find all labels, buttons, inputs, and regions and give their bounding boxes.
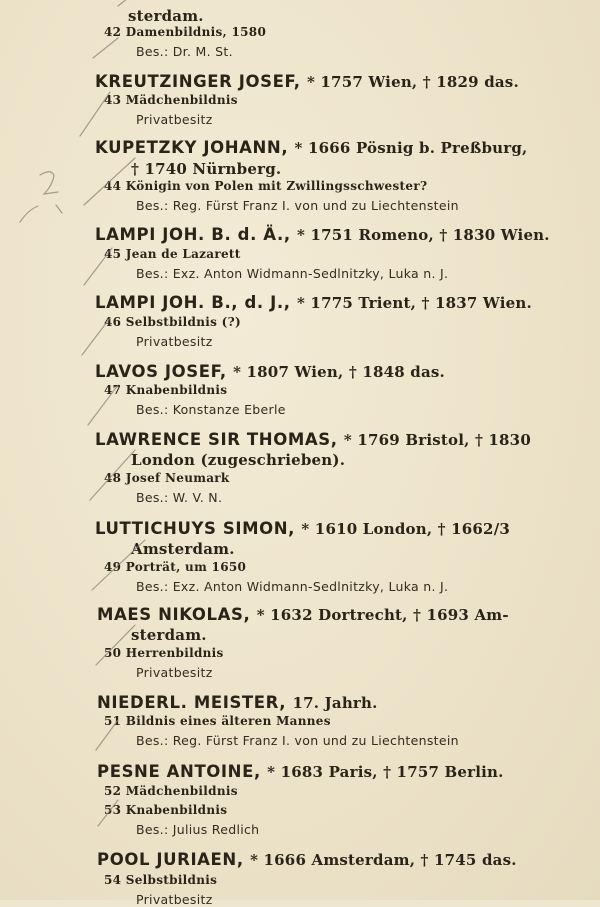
artist-name: PESNE ANTOINE,: [97, 762, 268, 781]
artist-life-dates: * 1610 London, † 1662/3: [301, 520, 511, 538]
artwork-title: 44 Königin von Polen mit Zwillingsschwester?: [104, 179, 428, 193]
artwork-title: 52 Mädchenbildnis: [104, 784, 238, 798]
artist-heading-continuation: sterdam.: [128, 7, 204, 25]
artist-heading-continuation: † 1740 Nürnberg.: [131, 160, 282, 178]
artist-heading: [97, 762, 504, 781]
artist-heading: [95, 430, 531, 449]
owner-line: Bes.: Exz. Anton Widmann-Sedlnitzky, Luka n. J.: [136, 266, 449, 281]
owner-line: Bes.: Konstanze Eberle: [136, 402, 286, 417]
artist-life-dates: * 1683 Paris, † 1757 Berlin.: [267, 763, 504, 781]
owner-line: Privatbesitz: [136, 334, 213, 349]
artist-life-dates: * 1666 Amsterdam, † 1745 das.: [250, 851, 517, 869]
artist-life-dates: * 1751 Romeno, † 1830 Wien.: [297, 226, 550, 244]
artwork-title: 48 Josef Neumark: [104, 471, 230, 485]
artwork-title: 43 Mädchenbildnis: [104, 93, 238, 107]
artist-life-dates: * 1775 Trient, † 1837 Wien.: [296, 294, 532, 312]
artist-name: KREUTZINGER JOSEF,: [95, 72, 307, 91]
owner-line: Bes.: Julius Redlich: [136, 822, 260, 837]
artist-name: KUPETZKY JOHANN,: [95, 138, 295, 157]
artist-heading-continuation: sterdam.: [131, 626, 207, 644]
artist-name: LAMPI JOH. B. d. Ä.,: [95, 225, 298, 244]
owner-line: Bes.: Exz. Anton Widmann-Sedlnitzky, Luka n. J.: [136, 579, 449, 594]
artist-heading: [95, 519, 510, 538]
artist-heading: [97, 693, 378, 712]
artist-life-dates: * 1807 Wien, † 1848 das.: [233, 363, 445, 381]
artist-name: LUTTICHUYS SIMON,: [95, 519, 302, 538]
owner-line: Bes.: Dr. M. St.: [136, 44, 233, 59]
artwork-title: 45 Jean de Lazarett: [104, 247, 241, 261]
owner-line: Bes.: W. V. N.: [136, 490, 223, 505]
artist-heading: [95, 138, 527, 157]
artwork-title: 54 Selbstbildnis: [104, 873, 218, 887]
artist-name: LAWRENCE SIR THOMAS,: [95, 430, 344, 449]
artist-name: POOL JURIAEN,: [97, 850, 251, 869]
artwork-title: 50 Herrenbildnis: [104, 646, 224, 660]
artwork-title: 47 Knabenbildnis: [104, 383, 228, 397]
artist-name: MAES NIKOLAS,: [97, 605, 257, 624]
owner-line: Bes.: Reg. Fürst Franz I. von und zu Liechtenstein: [136, 198, 459, 213]
artist-name: NIEDERL. MEISTER,: [97, 693, 293, 712]
owner-line: Bes.: Reg. Fürst Franz I. von und zu Liechtenstein: [136, 733, 459, 748]
artist-life-dates: * 1769 Bristol, † 1830: [343, 431, 531, 449]
artwork-title: 49 Porträt, um 1650: [104, 560, 247, 574]
artwork-title: 53 Knabenbildnis: [104, 803, 228, 817]
artist-name: LAMPI JOH. B., d. J.,: [95, 293, 297, 312]
artist-heading: [95, 293, 532, 312]
owner-line: Privatbesitz: [136, 892, 213, 907]
artist-heading: [95, 72, 519, 91]
artist-heading-continuation: London (zugeschrieben).: [131, 451, 346, 469]
owner-line: Privatbesitz: [136, 112, 213, 127]
artist-life-dates: * 1632 Dortrecht, † 1693 Am-: [256, 606, 509, 624]
artist-life-dates: 17. Jahrh.: [292, 694, 378, 712]
artist-heading: [97, 850, 517, 869]
artwork-title: 46 Selbstbildnis (?): [104, 315, 241, 329]
artwork-title: 51 Bildnis eines älteren Mannes: [104, 714, 331, 728]
artwork-title: 42 Damenbildnis, 1580: [104, 25, 267, 39]
artist-heading: [95, 225, 550, 244]
artist-life-dates: * 1757 Wien, † 1829 das.: [306, 73, 519, 91]
artist-life-dates: * 1666 Pösnig b. Preßburg,: [294, 139, 528, 157]
artist-name: LAVOS JOSEF,: [95, 362, 234, 381]
artist-heading-continuation: Amsterdam.: [131, 540, 235, 558]
artist-heading: [97, 605, 509, 624]
artist-heading: [95, 362, 445, 381]
owner-line: Privatbesitz: [136, 665, 213, 680]
